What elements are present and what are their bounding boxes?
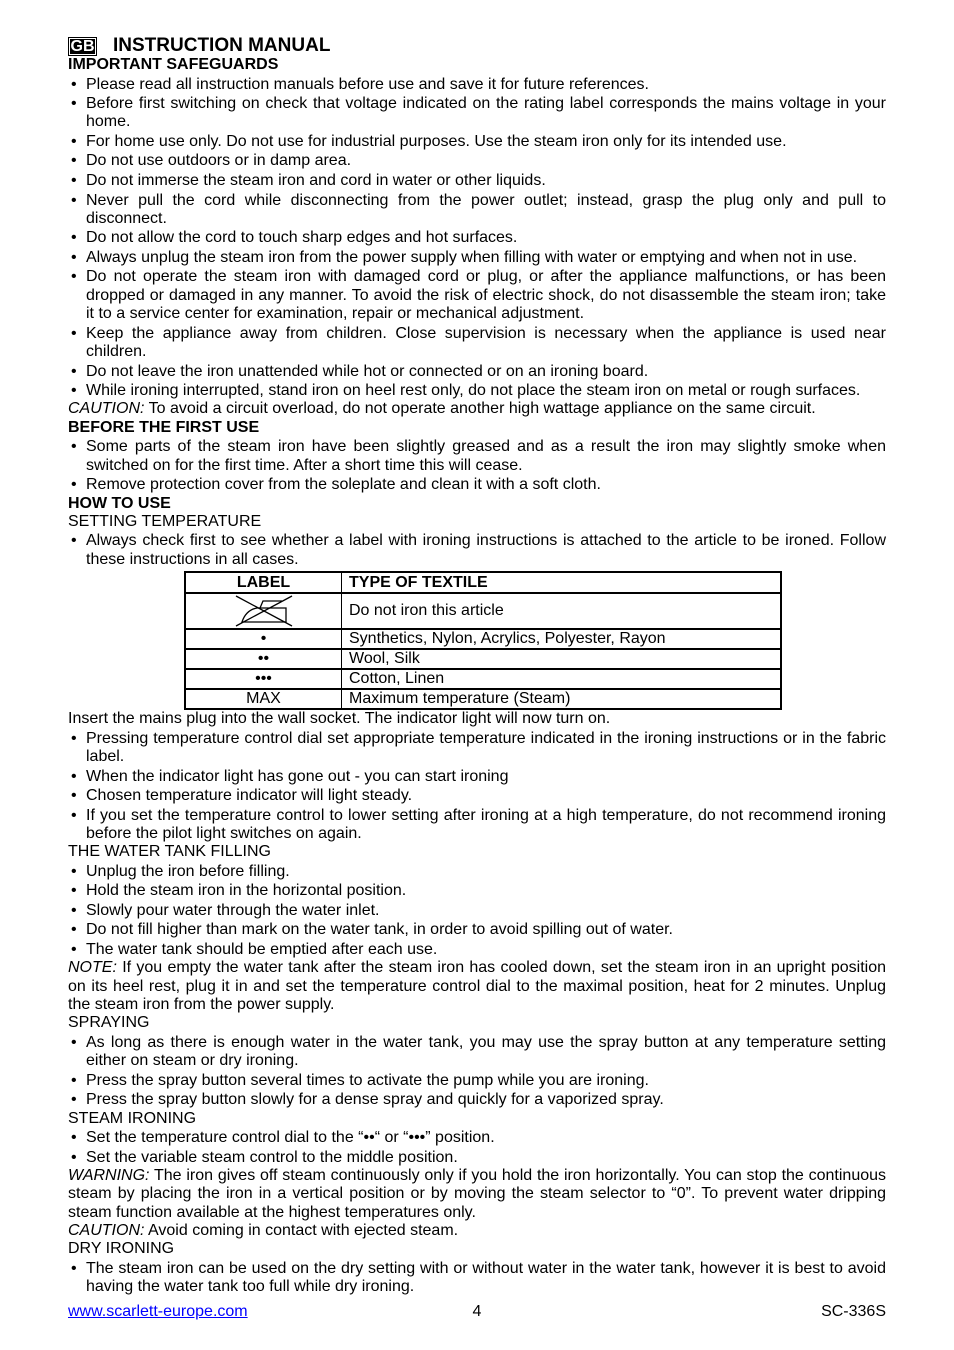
table-cell-label bbox=[185, 593, 342, 629]
note-paragraph bbox=[68, 959, 886, 1014]
list-item: • Pressing temperature control dial set appropriate temperature indicated in the ironing instructions or in the fabric label. bbox=[68, 730, 886, 767]
subheading-setting-temperature: SETTING TEMPERATURE bbox=[68, 512, 262, 530]
table-row bbox=[185, 629, 781, 649]
heading-important-safeguards: IMPORTANT SAFEGUARDS bbox=[68, 56, 279, 73]
textile-table bbox=[184, 571, 782, 710]
list-item: • The water tank should be emptied after each use. bbox=[68, 941, 886, 959]
caution-text: To avoid a circuit overload, do not operate another high wattage appliance on the same circuit. bbox=[148, 400, 816, 418]
steam-ironing-list bbox=[68, 1129, 886, 1167]
model-number: SC-336S bbox=[821, 1303, 886, 1320]
page-number: 4 bbox=[472, 1303, 482, 1320]
list-item: • Do not operate the steam iron with damaged cord or plug, or after the appliance malfunctions, or has been dropped or damaged in any manner. To avoid the risk of electric shock, do not disassemble the steam iron; take it to a service center for examination, repair or mechanical adjustment. bbox=[68, 268, 886, 323]
table-cell-label: •• bbox=[185, 649, 342, 669]
list-item: • Please read all instruction manuals before use and save it for future references. bbox=[68, 76, 886, 94]
caution-paragraph bbox=[68, 1222, 886, 1240]
table-row bbox=[185, 649, 781, 669]
table-cell-textile: Wool, Silk bbox=[342, 649, 782, 669]
list-item: • Do not use outdoors or in damp area. bbox=[68, 152, 886, 170]
do-not-iron-icon bbox=[232, 594, 296, 628]
list-item: • Keep the appliance away from children. Close supervision is necessary when the appliance is used near children. bbox=[68, 325, 886, 362]
list-item: • For home use only. Do not use for industrial purposes. Use the steam iron only for its intended use. bbox=[68, 133, 886, 151]
table-cell-textile: Do not iron this article bbox=[342, 593, 782, 629]
heading-how-to-use: HOW TO USE bbox=[68, 494, 171, 512]
page-footer bbox=[68, 1303, 886, 1321]
list-item: • Set the temperature control dial to the “••“ or “•••” position. bbox=[68, 1129, 886, 1147]
list-item: • The steam iron can be used on the dry setting with or without water in the water tank, however it is best to avoid having the water tank too full while dry ironing. bbox=[68, 1260, 886, 1297]
table-row bbox=[185, 689, 781, 709]
list-item: • Never pull the cord while disconnecting from the power outlet; instead, grasp the plug only and pull to disconnect. bbox=[68, 192, 886, 229]
list-item: • Do not fill higher than mark on the water tank, in order to avoid spilling out of water. bbox=[68, 921, 886, 939]
first-use-list bbox=[68, 438, 886, 494]
list-item: • Some parts of the steam iron have been slightly greased and as a result the iron may slightly smoke when switched on for the first time. After a short time this will cease. bbox=[68, 438, 886, 475]
title-row bbox=[68, 36, 886, 56]
table-cell-label: MAX bbox=[185, 689, 342, 709]
safeguards-list bbox=[68, 76, 886, 401]
list-item: • Press the spray button several times to activate the pump while you are ironing. bbox=[68, 1072, 886, 1090]
subheading-steam-ironing: STEAM IRONING bbox=[68, 1109, 197, 1127]
list-item: • Remove protection cover from the soleplate and clean it with a soft cloth. bbox=[68, 476, 886, 494]
caution-paragraph bbox=[68, 400, 886, 418]
table-row bbox=[185, 669, 781, 689]
after-table-paragraph: Insert the mains plug into the wall socket. The indicator light will now turn on. bbox=[68, 710, 611, 728]
manual-title: INSTRUCTION MANUAL bbox=[113, 35, 331, 56]
warning-label: WARNING: bbox=[68, 1166, 150, 1184]
caution-label: CAUTION: bbox=[68, 400, 145, 418]
list-item: • While ironing interrupted, stand iron on heel rest only, do not place the steam iron on metal or rough surfaces. bbox=[68, 382, 886, 400]
caution-text: Avoid coming in contact with ejected steam. bbox=[148, 1222, 459, 1239]
spraying-list bbox=[68, 1034, 886, 1110]
list-item: • Chosen temperature indicator will light steady. bbox=[68, 787, 886, 805]
subheading-dry-ironing: DRY IRONING bbox=[68, 1240, 175, 1258]
water-tank-list bbox=[68, 863, 886, 959]
list-item: • Do not allow the cord to touch sharp edges and hot surfaces. bbox=[68, 229, 886, 247]
list-item: • Set the variable steam control to the middle position. bbox=[68, 1149, 886, 1167]
list-item: • When the indicator light has gone out - you can start ironing bbox=[68, 768, 886, 786]
temperature-steps-list bbox=[68, 730, 886, 844]
table-cell-label: ••• bbox=[185, 669, 342, 689]
note-text: If you empty the water tank after the steam iron has cooled down, set the steam iron in an upright position on its heel rest, plug it in and set the temperature control dial to the maximal position, heat for 2 minutes. Unplug the steam iron from the power supply. bbox=[68, 959, 887, 1013]
list-item: • As long as there is enough water in the water tank, you may use the spray button at any temperature setting either on steam or dry ironing. bbox=[68, 1034, 886, 1071]
table-header-row bbox=[185, 572, 781, 593]
table-cell-textile: Cotton, Linen bbox=[342, 669, 782, 689]
dry-ironing-list bbox=[68, 1260, 886, 1297]
table-header-textile: TYPE OF TEXTILE bbox=[342, 572, 782, 593]
note-label: NOTE: bbox=[68, 959, 117, 977]
list-item: • Do not immerse the steam iron and cord in water or other liquids. bbox=[68, 172, 886, 190]
table-header-label: LABEL bbox=[185, 572, 342, 593]
heading-before-first-use: BEFORE THE FIRST USE bbox=[68, 418, 260, 436]
list-item: • Before first switching on check that voltage indicated on the rating label corresponds the mains voltage in your home. bbox=[68, 95, 886, 132]
list-item: • Do not leave the iron unattended while hot or connected or on an ironing board. bbox=[68, 363, 886, 381]
table-row bbox=[185, 593, 781, 629]
list-item: • Unplug the iron before filling. bbox=[68, 863, 886, 881]
list-item: • Always unplug the steam iron from the power supply when filling with water or emptying and when not in use. bbox=[68, 249, 886, 267]
list-item: • If you set the temperature control to lower setting after ironing at a high temperature, do not recommend ironing before the pilot light switches on again. bbox=[68, 807, 886, 844]
caution-label: CAUTION: bbox=[68, 1222, 145, 1239]
warning-text: The iron gives off steam continuously only if you hold the iron horizontally. You can stop the continuous steam by placing the iron in a vertical position or by moving the steam selector to “0”. To prevent water dripping steam function available at the highest temperatures only. bbox=[68, 1166, 887, 1221]
setting-temperature-list bbox=[68, 532, 886, 569]
language-badge: GB bbox=[68, 37, 97, 56]
list-item: • Slowly pour water through the water inlet. bbox=[68, 902, 886, 920]
table-cell-label: • bbox=[185, 629, 342, 649]
list-item: • Hold the steam iron in the horizontal position. bbox=[68, 882, 886, 900]
page-content bbox=[68, 36, 886, 1297]
table-cell-textile: Maximum temperature (Steam) bbox=[342, 689, 782, 709]
table-cell-textile: Synthetics, Nylon, Acrylics, Polyester, Rayon bbox=[342, 629, 782, 649]
subheading-water-tank-filling: THE WATER TANK FILLING bbox=[68, 843, 271, 861]
warning-paragraph bbox=[68, 1167, 886, 1222]
website-link[interactable]: www.scarlett-europe.com bbox=[68, 1303, 248, 1320]
list-item: • Always check first to see whether a label with ironing instructions is attached to the article to be ironed. Follow these instructions in all cases. bbox=[68, 532, 886, 569]
subheading-spraying: SPRAYING bbox=[68, 1014, 150, 1032]
list-item: • Press the spray button slowly for a dense spray and quickly for a vaporized spray. bbox=[68, 1091, 886, 1109]
